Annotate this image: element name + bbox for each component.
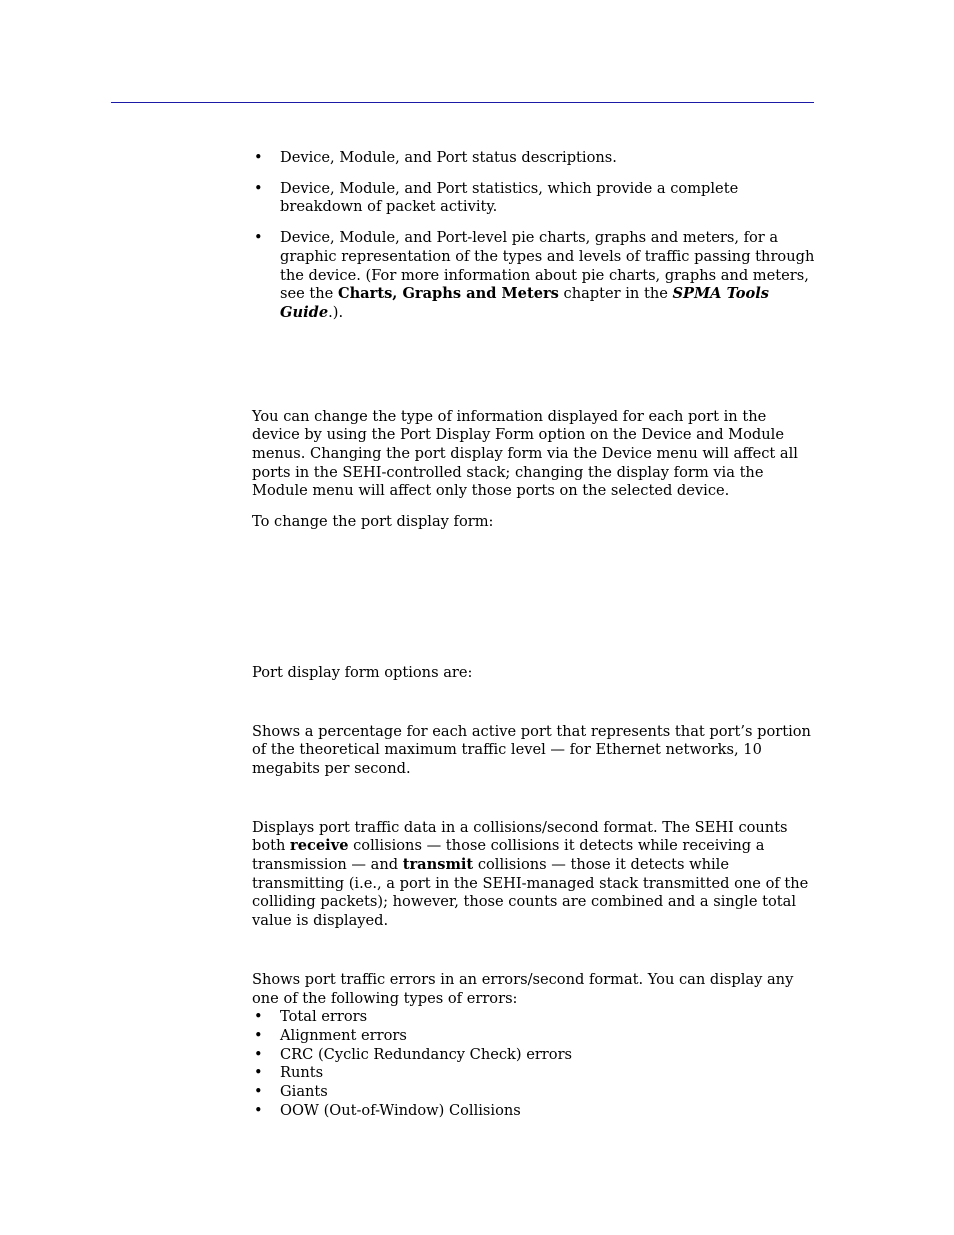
bullet: • [254,1008,263,1026]
options-intro-paragraph: Port display form options are: [252,663,473,681]
bullet: • [254,1045,263,1063]
bullet: • [254,1026,263,1044]
bullet: • [254,1083,263,1101]
chapter-reference: Charts, Graphs and Meters [337,285,559,303]
guide-title: SPMA Tools Guide [280,285,769,321]
to-change-paragraph: To change the port display form: [252,513,494,531]
list-item: • OOW (Out-of-Window) Collisions [254,1101,521,1119]
feature-list [252,149,818,323]
errors-description: Shows port traffic errors in an errors/second format. You can display any one of the following types of errors: [252,970,794,1007]
bullet: • [254,149,263,166]
header-rule [111,102,814,103]
bullet: • [254,229,263,247]
list-item: • Total errors [254,1008,368,1026]
collisions-description: Displays port traffic data in a collisions/second format. The SEHI counts both receive collisions — those collisions it detects while receiving a transmission — and transmit collisions — those it detects while transmitting (i.e., a port in the SEHI-managed stack transmitted one of the colliding packets); however, those counts are combined and a single total value is displayed. [252,818,809,930]
load-description: Shows a percentage for each active port that represents that port’s portion of the theoretical maximum traffic level — for Ethernet networks, 10 megabits per second. [252,722,811,777]
list-item: • CRC (Cyclic Redundancy Check) errors [254,1045,573,1063]
list-item: • Runts [254,1064,324,1082]
bullet: • [254,1101,263,1119]
bullet: • [254,179,263,197]
list-item: • Device, Module, and Port statistics, which provide a complete breakdown of packet activity. [254,179,739,216]
transmit-term: transmit [402,856,474,874]
error-type-list [252,1008,818,1120]
list-item: • Device, Module, and Port-level pie charts, graphs and meters, for a graphic representation of the types and levels of traffic passing through the device. (For more information about pie charts, graphs and meters, see the Charts, Graphs and Meters chapter in the SPMA Tools Guide.). [254,229,815,321]
page-body [252,149,818,1121]
list-item: • Giants [254,1083,328,1101]
list-item: • Alignment errors [254,1026,407,1044]
bullet: • [254,1064,263,1082]
list-item: • Device, Module, and Port status descriptions. [254,149,617,166]
change-display-form-paragraph: You can change the type of information displayed for each port in the device by using the Port Display Form option on the Device and Module menus. Changing the port display form via the Device menu will affect all ports in the SEHI-controlled stack; changing the display form via the Module menu will affect only those ports on the selected device. [252,407,798,500]
receive-term: receive [290,837,349,855]
